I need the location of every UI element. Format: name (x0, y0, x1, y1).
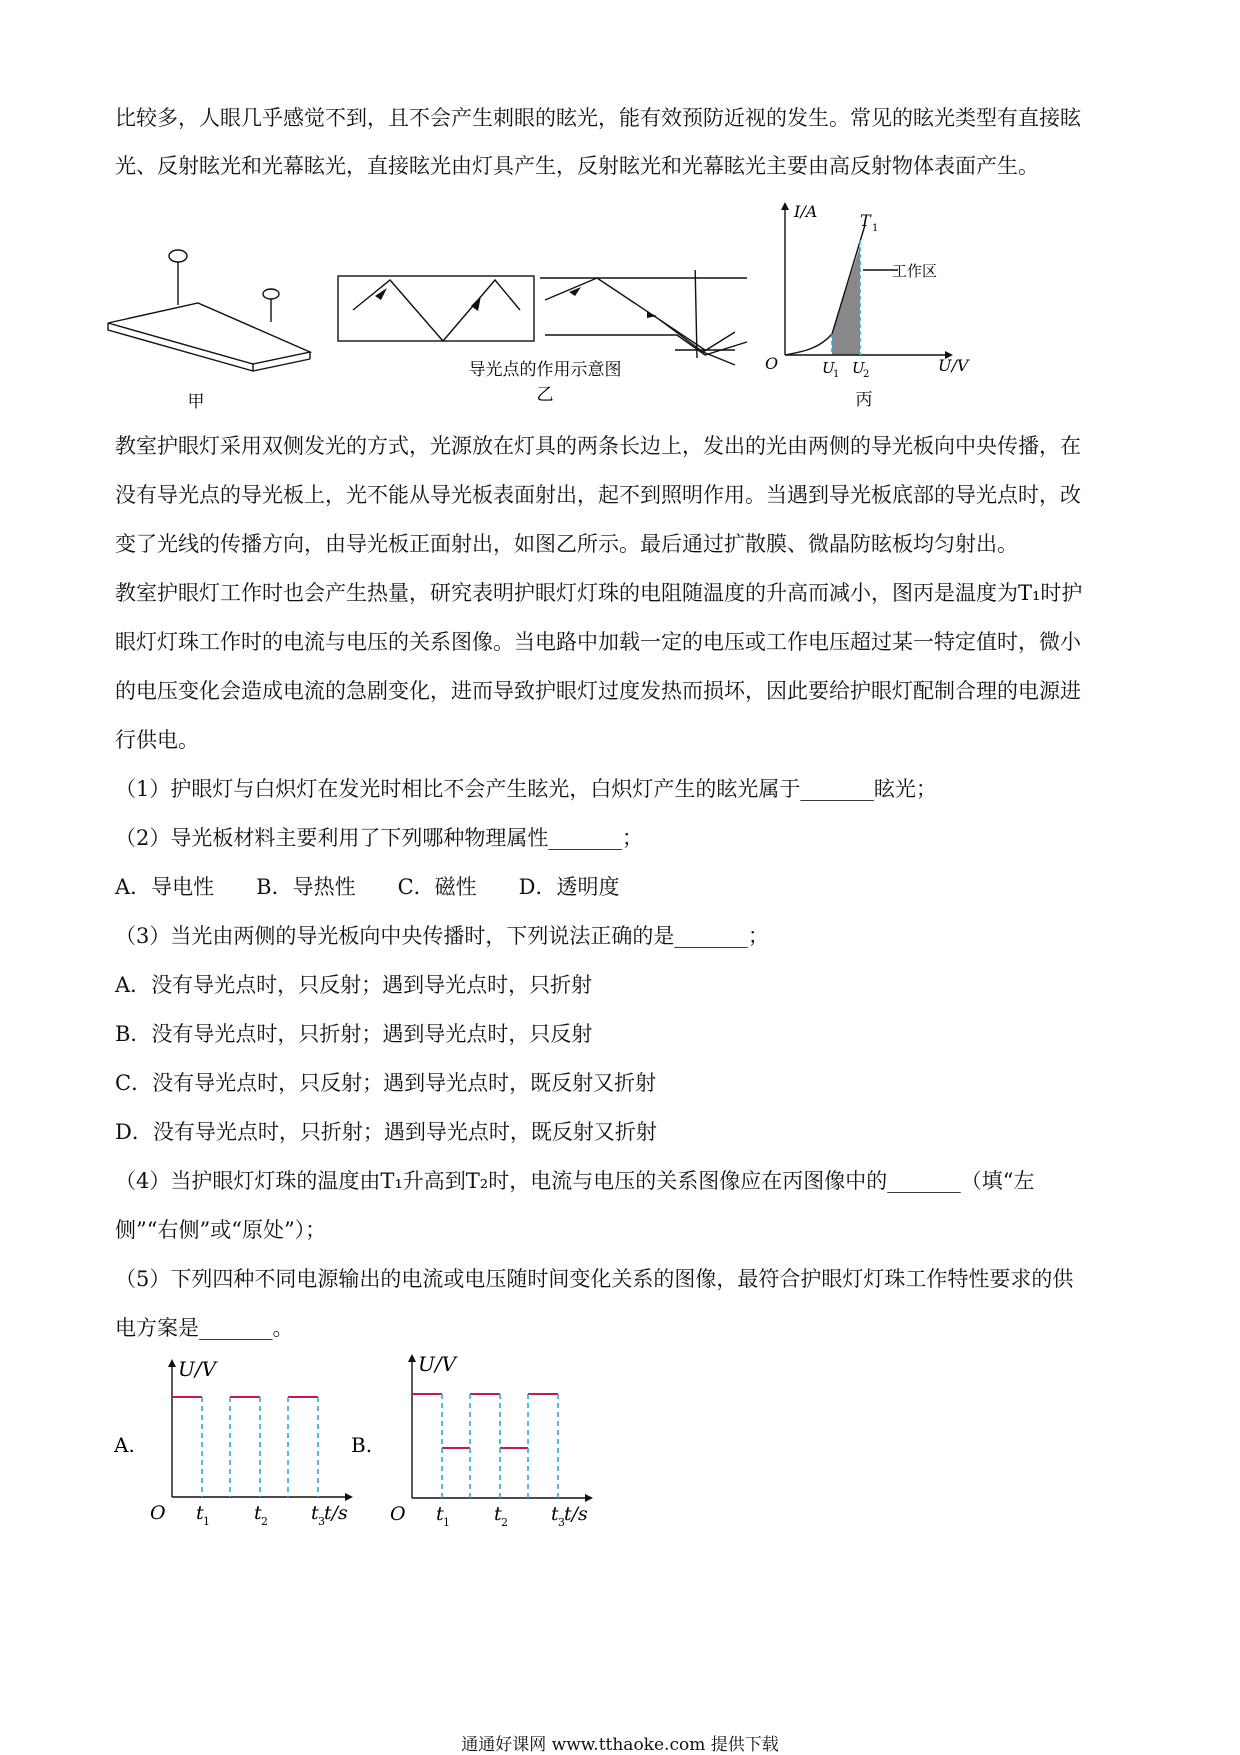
paragraph-line-3: 变了光线的传播方向，由导光板正面射出，如图乙所示。最后通过扩散膜、微晶防眩板均匀射出。 (115, 532, 1018, 556)
question-3-option-b: B．没有导光点时，只折射；遇到导光点时，只反射 (115, 1022, 593, 1046)
bing-u1-label: U (822, 359, 835, 377)
option-b-origin: O (390, 1503, 406, 1525)
bing-u2-sub: 2 (863, 369, 870, 380)
option-b-y-axis: U/V (418, 1352, 457, 1376)
option-b-t3: t (551, 1503, 559, 1525)
option-b-t2-sub: 2 (501, 1516, 508, 1529)
option-b-graph (350, 1350, 600, 1530)
intro-line-2: 光、反射眩光和光幕眩光，直接眩光由灯具产生，反射眩光和光幕眩光主要由高反射物体表面产生。 (115, 154, 1039, 178)
option-a-y-axis: U/V (178, 1357, 217, 1381)
paragraph-line-6: 的电压变化会造成电流的急剧变化，进而导致护眼灯过度发热而损坏，因此要给护眼灯配制合理的电源进 (115, 679, 1081, 703)
bing-region-label: 工作区 (892, 262, 938, 280)
figure-jia-label: 甲 (187, 392, 205, 410)
question-3-option-a: A．没有导光点时，只反射；遇到导光点时，只折射 (115, 973, 593, 997)
option-a-t2: t (254, 1502, 262, 1524)
bing-x-axis-label: U/V (938, 356, 969, 375)
question-1: （1）护眼灯与白炽灯在发光时相比不会产生眩光，白炽灯产生的眩光属于_______眩光； (115, 777, 937, 801)
option-a-t3-sub: 3 (318, 1515, 325, 1528)
bing-u1-sub: 1 (833, 369, 840, 380)
bing-curve-sub: 1 (872, 223, 879, 234)
question-3-option-c: C．没有导光点时，只反射；遇到导光点时，既反射又折射 (115, 1071, 657, 1095)
option-b-label: B. (351, 1433, 373, 1457)
paragraph-line-1: 教室护眼灯采用双侧发光的方式，光源放在灯具的两条长边上，发出的光由两侧的导光板向中央传播，在 (115, 434, 1081, 458)
option-a-t1: t (196, 1502, 204, 1524)
paragraph-line-4: 教室护眼灯工作时也会产生热量，研究表明护眼灯灯珠的电阻随温度的升高而减小，图丙是温度为T₁时护 (115, 581, 1083, 605)
paragraph-line-5: 眼灯灯珠工作时的电流与电压的关系图像。当电路中加载一定的电压或工作电压超过某一特定值时，微小 (115, 630, 1081, 654)
bing-y-axis-label: I/A (794, 202, 818, 221)
option-b-t3-sub: 3 (558, 1516, 565, 1529)
figure-bing-label: 丙 (855, 390, 873, 410)
question-2: （2）导光板材料主要利用了下列哪种物理属性_______； (115, 826, 643, 850)
option-b-t1-sub: 1 (443, 1516, 450, 1529)
question-4-line-2: 侧”“右侧”或“原处”）； (115, 1218, 327, 1242)
question-5-line-2: 电方案是_______。 (115, 1316, 294, 1340)
working-region-shade (832, 246, 860, 355)
bing-u2-label: U (852, 359, 865, 377)
question-3-option-d: D．没有导光点时，只折射；遇到导光点时，既反射又折射 (115, 1120, 657, 1144)
figure-bing-iu-graph (760, 200, 980, 415)
option-b-t1: t (436, 1503, 444, 1525)
question-2-options: A．导电性 B．导热性 C．磁性 D．透明度 (115, 875, 620, 899)
intro-line-1: 比较多，人眼几乎感觉不到，且不会产生刺眼的眩光，能有效预防近视的发生。常见的眩光类型有直接眩 (115, 106, 1081, 130)
option-a-label: A. (114, 1433, 135, 1457)
option-b-x-axis: t/s (564, 1503, 588, 1525)
option-a-graph (110, 1355, 360, 1530)
question-3: （3）当光由两侧的导光板向中央传播时，下列说法正确的是_______； (115, 924, 769, 948)
option-a-t2-sub: 2 (261, 1515, 268, 1528)
bing-curve-label: T (860, 211, 871, 230)
figure-yi-label: 乙 (536, 385, 554, 405)
paragraph-line-2: 没有导光点的导光板上，光不能从导光板表面射出，起不到照明作用。当遇到导光板底部的导光点时，改 (115, 483, 1081, 507)
question-4-line-1: （4）当护眼灯灯珠的温度由T₁升高到T₂时，电流与电压的关系图像应在丙图像中的_______（填“左 (115, 1169, 1035, 1193)
option-a-t3: t (311, 1502, 319, 1524)
option-a-t1-sub: 1 (203, 1515, 210, 1528)
question-5-line-1: （5）下列四种不同电源输出的电流或电压随时间变化关系的图像，最符合护眼灯灯珠工作特性要求的供 (115, 1267, 1074, 1291)
figure-jia-lamp (105, 235, 320, 410)
figure-yi-caption: 导光点的作用示意图 (468, 360, 622, 380)
page-footer: 通通好课网 www.tthaoke.com 提供下载 (461, 1735, 779, 1755)
option-b-t2: t (494, 1503, 502, 1525)
paragraph-line-7: 行供电。 (115, 728, 199, 752)
bing-origin-label: O (765, 354, 779, 373)
option-a-x-axis: t/s (324, 1502, 348, 1524)
option-a-origin: O (150, 1502, 166, 1524)
figure-yi-lightguide (335, 270, 755, 415)
